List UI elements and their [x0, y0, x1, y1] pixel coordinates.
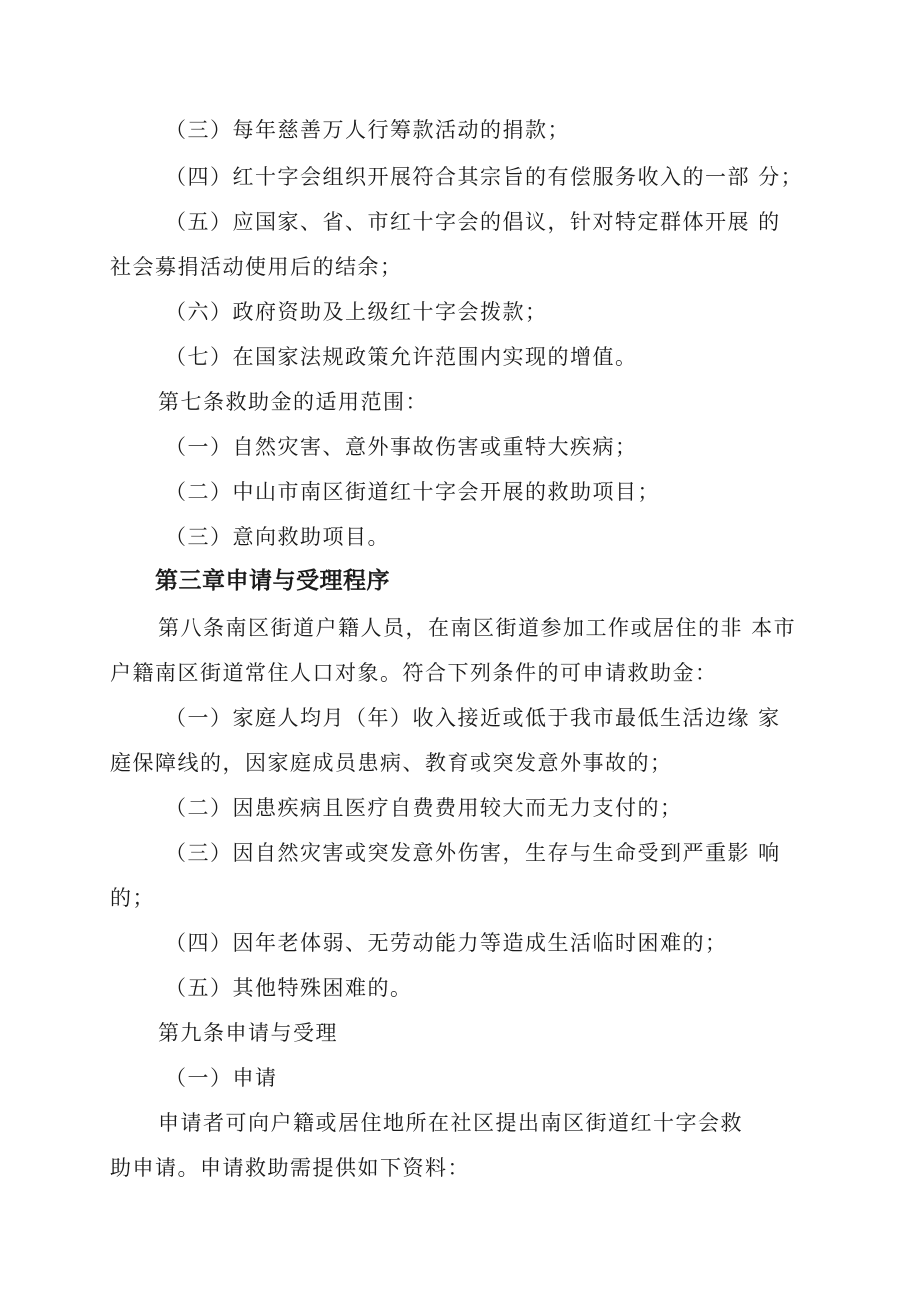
- paragraph-line: （一）自然灾害、意外事故伤害或重特大疾病；: [165, 435, 638, 459]
- paragraph-line: （一）申请: [165, 1066, 278, 1090]
- article-heading: 第八条南区街道户籍人员，在南区街道参加工作或居住的非 本市: [158, 616, 797, 640]
- paragraph-line: （一）家庭人均月（年）收入接近或低于我市最低生活边缘 家: [165, 706, 781, 730]
- paragraph-line: （三）每年慈善万人行筹款活动的捐款；: [165, 118, 570, 142]
- article-heading: 第九条申请与受理: [158, 1021, 338, 1045]
- paragraph-line: （四）红十字会组织开展符合其宗旨的有偿服务收入的一部 分；: [165, 165, 804, 189]
- paragraph-line: （五）其他特殊困难的。: [165, 976, 413, 1000]
- paragraph-line: 庭保障线的，因家庭成员患病、教育或突发意外事故的；: [110, 751, 673, 775]
- chapter-title: 第三章申请与受理程序: [155, 568, 390, 594]
- paragraph-line: 社会募捐活动使用后的结余；: [110, 255, 403, 279]
- paragraph-line: （五）应国家、省、市红十字会的倡议，针对特定群体开展 的: [165, 210, 781, 234]
- paragraph-line: （四）因年老体弱、无劳动能力等造成生活临时困难的；: [165, 931, 728, 955]
- paragraph-line: 户籍南区街道常住人口对象。符合下列条件的可申请救助金：: [110, 661, 718, 685]
- paragraph-line: （六）政府资助及上级红十字会拨款；: [165, 300, 548, 324]
- paragraph-line: （七）在国家法规政策允许范围内实现的增值。: [165, 345, 638, 369]
- article-heading: 第七条救助金的适用范围：: [158, 390, 428, 414]
- paragraph-line: （二）因患疾病且医疗自费费用较大而无力支付的；: [165, 796, 683, 820]
- paragraph-line: 助申请。申请救助需提供如下资料：: [110, 1156, 470, 1180]
- paragraph-line: （二）中山市南区街道红十字会开展的救助项目；: [165, 480, 660, 504]
- paragraph-line: （三）意向救助项目。: [165, 525, 390, 549]
- paragraph-line: 申请者可向户籍或居住地所在社区提出南区街道红十字会救: [158, 1111, 743, 1135]
- paragraph-line: 的；: [110, 886, 155, 910]
- paragraph-line: （三）因自然灾害或突发意外伤害，生存与生命受到严重影 响: [165, 841, 781, 865]
